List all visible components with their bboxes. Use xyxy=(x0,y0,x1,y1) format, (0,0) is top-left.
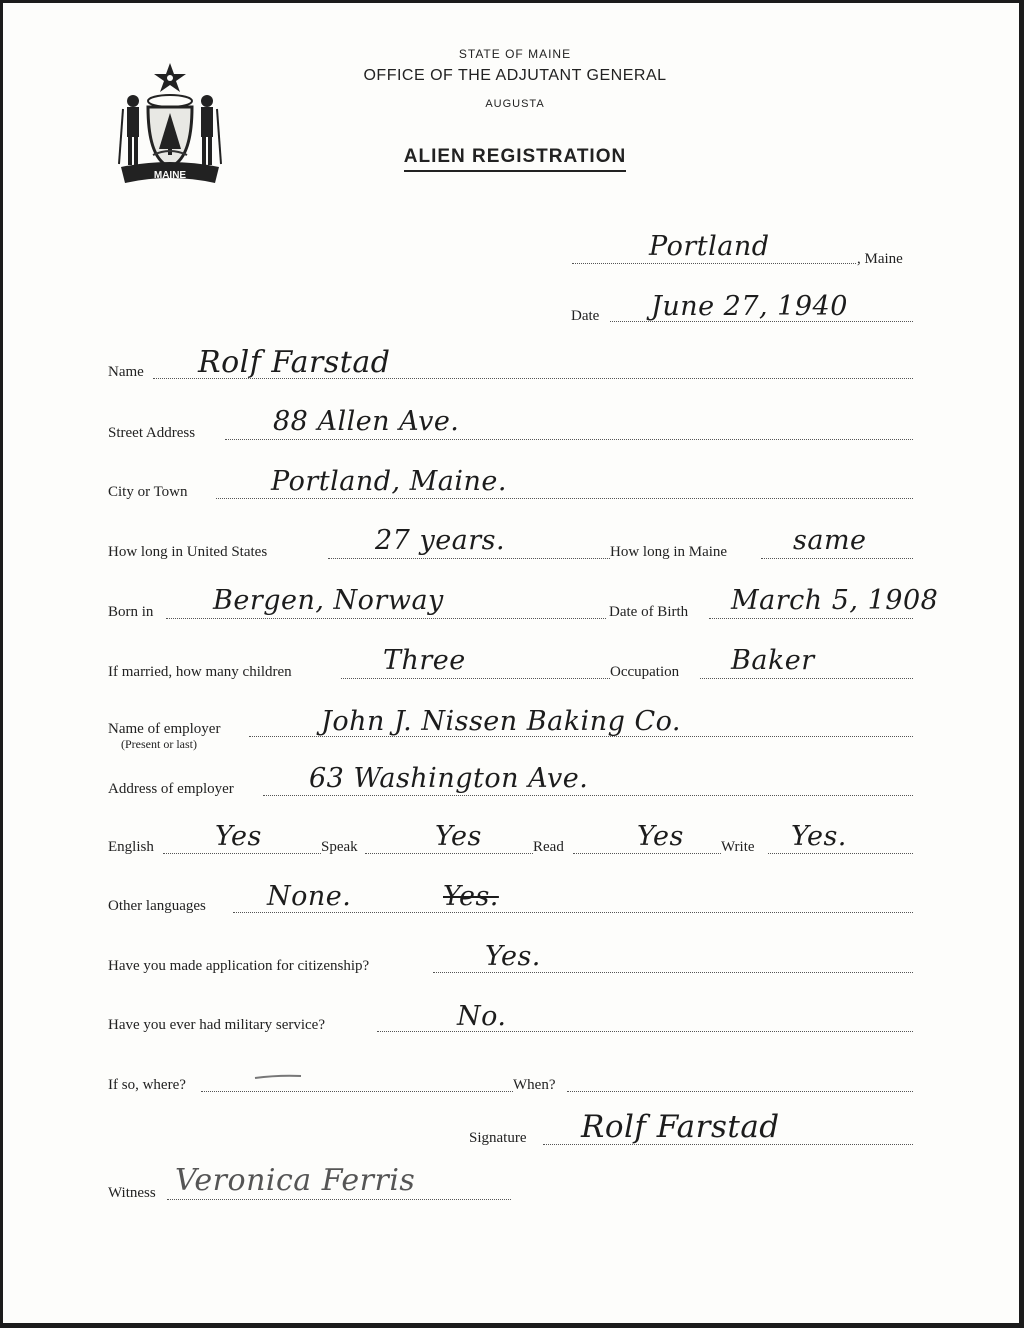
city-label: City or Town xyxy=(108,484,188,500)
write-value: Yes. xyxy=(791,821,847,852)
street-address-value: 88 Allen Ave. xyxy=(273,406,460,437)
children-value: Three xyxy=(383,645,466,676)
how-long-us-line xyxy=(328,558,610,559)
how-long-maine-label: How long in Maine xyxy=(610,544,728,560)
employer-address-label: Address of employer xyxy=(108,781,234,797)
city-value: Portland, Maine. xyxy=(271,466,507,497)
maine-label: , Maine xyxy=(857,251,903,267)
date-of-birth-value: March 5, 1908 xyxy=(731,585,939,616)
present-or-last-label: (Present or last) xyxy=(121,737,197,751)
street-address-label: Street Address xyxy=(108,425,196,441)
name-label: Name xyxy=(108,364,144,380)
date-value: June 27, 1940 xyxy=(651,291,848,322)
occupation-value: Baker xyxy=(731,645,815,676)
other-languages-value: None. xyxy=(267,881,352,912)
state-heading: STATE OF MAINE xyxy=(458,47,572,61)
children-line xyxy=(341,678,610,679)
street-address-line xyxy=(225,439,913,440)
city-line xyxy=(216,498,913,499)
signature-label: Signature xyxy=(469,1130,527,1146)
employer-value: John J. Nissen Baking Co. xyxy=(321,706,681,737)
signature-value: Rolf Farstad xyxy=(581,1109,780,1145)
how-long-us-value: 27 years. xyxy=(375,525,506,556)
english-value: Yes xyxy=(215,821,262,852)
when-line xyxy=(567,1091,913,1092)
witness-label: Witness xyxy=(108,1185,156,1201)
city-heading: AUGUSTA xyxy=(485,98,545,110)
where-line xyxy=(201,1091,513,1092)
form-title xyxy=(3,146,1019,168)
date-of-birth-label: Date of Birth xyxy=(609,604,689,620)
form-title-text: ALIEN REGISTRATION xyxy=(404,146,626,172)
date-of-birth-line xyxy=(709,618,913,619)
other-languages-struck-value: Yes. xyxy=(443,881,499,912)
when-label: When? xyxy=(513,1077,556,1093)
how-long-maine-line xyxy=(761,558,913,559)
write-label: Write xyxy=(721,839,755,855)
children-label: If married, how many children xyxy=(108,664,292,680)
other-languages-line xyxy=(233,912,913,913)
how-long-maine-value: same xyxy=(793,525,867,556)
write-line xyxy=(768,853,913,854)
occupation-line xyxy=(700,678,913,679)
military-value: No. xyxy=(457,1001,507,1032)
office-heading: OFFICE OF THE ADJUTANT GENERAL xyxy=(363,67,667,84)
name-value: Rolf Farstad xyxy=(198,345,391,380)
speak-value: Yes xyxy=(435,821,482,852)
where-label: If so, where? xyxy=(108,1077,186,1093)
citizenship-line xyxy=(433,972,913,973)
employer-address-line xyxy=(263,795,913,796)
read-label: Read xyxy=(533,839,564,855)
place-value: Portland xyxy=(649,231,770,262)
occupation-label: Occupation xyxy=(610,664,680,680)
svg-text:MAINE: MAINE xyxy=(153,170,187,181)
military-label: Have you ever had military service? xyxy=(108,1017,325,1033)
read-value: Yes xyxy=(637,821,684,852)
other-languages-label: Other languages xyxy=(108,898,206,914)
how-long-us-label: How long in United States xyxy=(108,544,268,560)
born-in-value: Bergen, Norway xyxy=(213,585,444,616)
english-line xyxy=(163,853,321,854)
citizenship-value: Yes. xyxy=(485,941,541,972)
registration-form xyxy=(3,3,1019,1323)
place-line xyxy=(572,263,856,264)
english-label: English xyxy=(108,839,154,855)
born-in-line xyxy=(166,618,606,619)
read-line xyxy=(573,853,721,854)
speak-line xyxy=(365,853,533,854)
date-label: Date xyxy=(571,308,600,324)
witness-value: Veronica Ferris xyxy=(175,1163,416,1198)
dash-mark xyxy=(253,1073,303,1081)
citizenship-label: Have you made application for citizenship? xyxy=(108,958,370,974)
employer-label: Name of employer xyxy=(108,721,221,737)
employer-address-value: 63 Washington Ave. xyxy=(309,763,589,794)
speak-label: Speak xyxy=(321,839,358,855)
born-in-label: Born in xyxy=(108,604,154,620)
witness-line xyxy=(167,1199,511,1200)
